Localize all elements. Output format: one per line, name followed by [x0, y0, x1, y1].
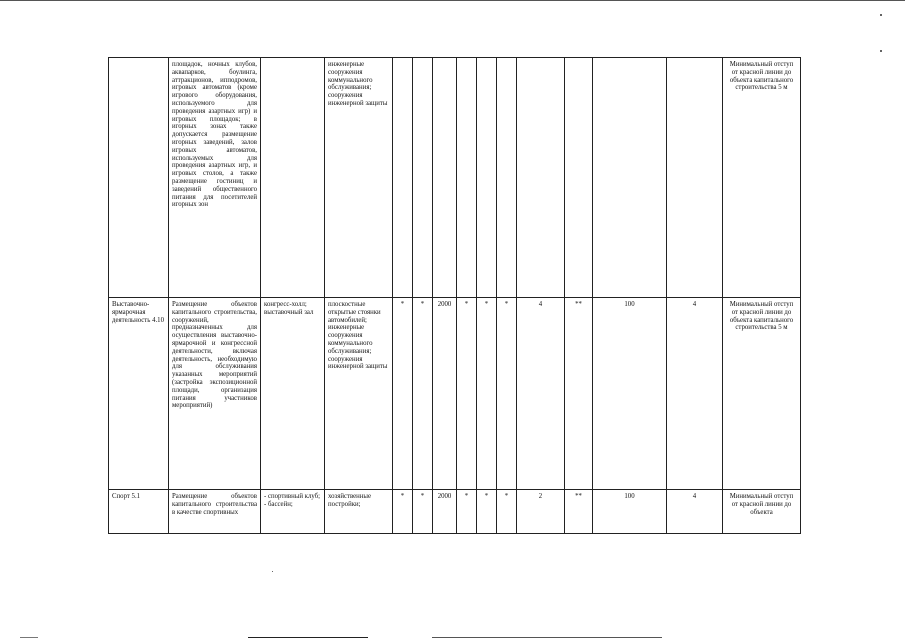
- param-cell-4: [457, 58, 477, 298]
- param-cell-8: **: [565, 298, 593, 490]
- param-cell-10: 4: [667, 490, 723, 534]
- use-description-cell: Размещение объектов капитального строительства, сооружений, предназначенных для осуществления выставочно-ярмарочной и конгрессной деятельности, включая деятельность, необходимую для обслуживания указанных мероприятий (застройка экспозиционной площади, организация питания участников мероприятий): [169, 298, 261, 490]
- scan-speck: [880, 14, 882, 16]
- param-cell-3: 2000: [433, 490, 457, 534]
- param-cell-6: *: [497, 490, 517, 534]
- use-name-cell: [109, 58, 169, 298]
- main-types-cell: конгресс-холл; выставочный зал: [261, 298, 325, 490]
- param-cell-9: 100: [593, 490, 667, 534]
- param-cell-10: [667, 58, 723, 298]
- param-cell-3: 2000: [433, 298, 457, 490]
- param-cell-2: *: [413, 490, 433, 534]
- note-cell: Минимальный отступ от красной линии до объекта капитального строительства 5 м: [723, 58, 801, 298]
- param-cell-6: [497, 58, 517, 298]
- scan-bottom-line: [248, 637, 368, 638]
- param-cell-9: 100: [593, 298, 667, 490]
- use-name-cell: Спорт 5.1: [109, 490, 169, 534]
- note-cell: Минимальный отступ от красной линии до объекта: [723, 490, 801, 534]
- main-types-cell: - спортивный клуб; - бассейн;: [261, 490, 325, 534]
- param-cell-7: 4: [517, 298, 565, 490]
- param-cell-4: *: [457, 298, 477, 490]
- scan-speck: [272, 571, 273, 572]
- scan-bottom-line: [432, 637, 662, 638]
- param-cell-5: *: [477, 490, 497, 534]
- note-cell: Минимальный отступ от красной линии до объекта капитального строительства 5 м: [723, 298, 801, 490]
- param-cell-10: 4: [667, 298, 723, 490]
- param-cell-2: *: [413, 298, 433, 490]
- param-cell-1: [393, 58, 413, 298]
- auxiliary-uses-cell: плоскостные открытые стоянки автомобилей; инженерные сооружения коммунального обслуживания; сооружения инженерной защиты: [325, 298, 393, 490]
- param-cell-8: [565, 58, 593, 298]
- param-cell-1: *: [393, 298, 413, 490]
- use-name-cell: Выставочно-ярмарочная деятельность 4.10: [109, 298, 169, 490]
- table-row: [109, 298, 801, 490]
- auxiliary-uses-cell: инженерные сооружения коммунального обслуживания; сооружения инженерной защиты: [325, 58, 393, 298]
- param-cell-7: [517, 58, 565, 298]
- regulations-table: [108, 57, 801, 534]
- table-row: [109, 490, 801, 534]
- scan-bottom-line: [20, 637, 38, 638]
- param-cell-5: [477, 58, 497, 298]
- auxiliary-uses-cell: хозяйственные постройки;: [325, 490, 393, 534]
- param-cell-1: *: [393, 490, 413, 534]
- param-cell-5: *: [477, 298, 497, 490]
- param-cell-7: 2: [517, 490, 565, 534]
- scan-speck: [880, 50, 882, 52]
- param-cell-8: **: [565, 490, 593, 534]
- param-cell-2: [413, 58, 433, 298]
- main-types-cell: [261, 58, 325, 298]
- scan-edge-line: [0, 0, 905, 1]
- param-cell-9: [593, 58, 667, 298]
- param-cell-4: *: [457, 490, 477, 534]
- use-description-cell: площадок, ночных клубов, аквапарков, боулинга, аттракционов, ипподромов, игровых автоматов (кроме игрового оборудования, используемого для проведения азартных игр) и игровых площадок; в игорных зонах также допускается размещение игорных заведений, залов игровых автоматов, используемых для проведения азартных игр, и игровых столов, а также размещение гостиниц и заведений общественного питания для посетителей игорных зон: [169, 58, 261, 298]
- param-cell-3: [433, 58, 457, 298]
- table-row: [109, 58, 801, 298]
- use-description-cell: Размещение объектов капитального строительства в качестве спортивных: [169, 490, 261, 534]
- param-cell-6: *: [497, 298, 517, 490]
